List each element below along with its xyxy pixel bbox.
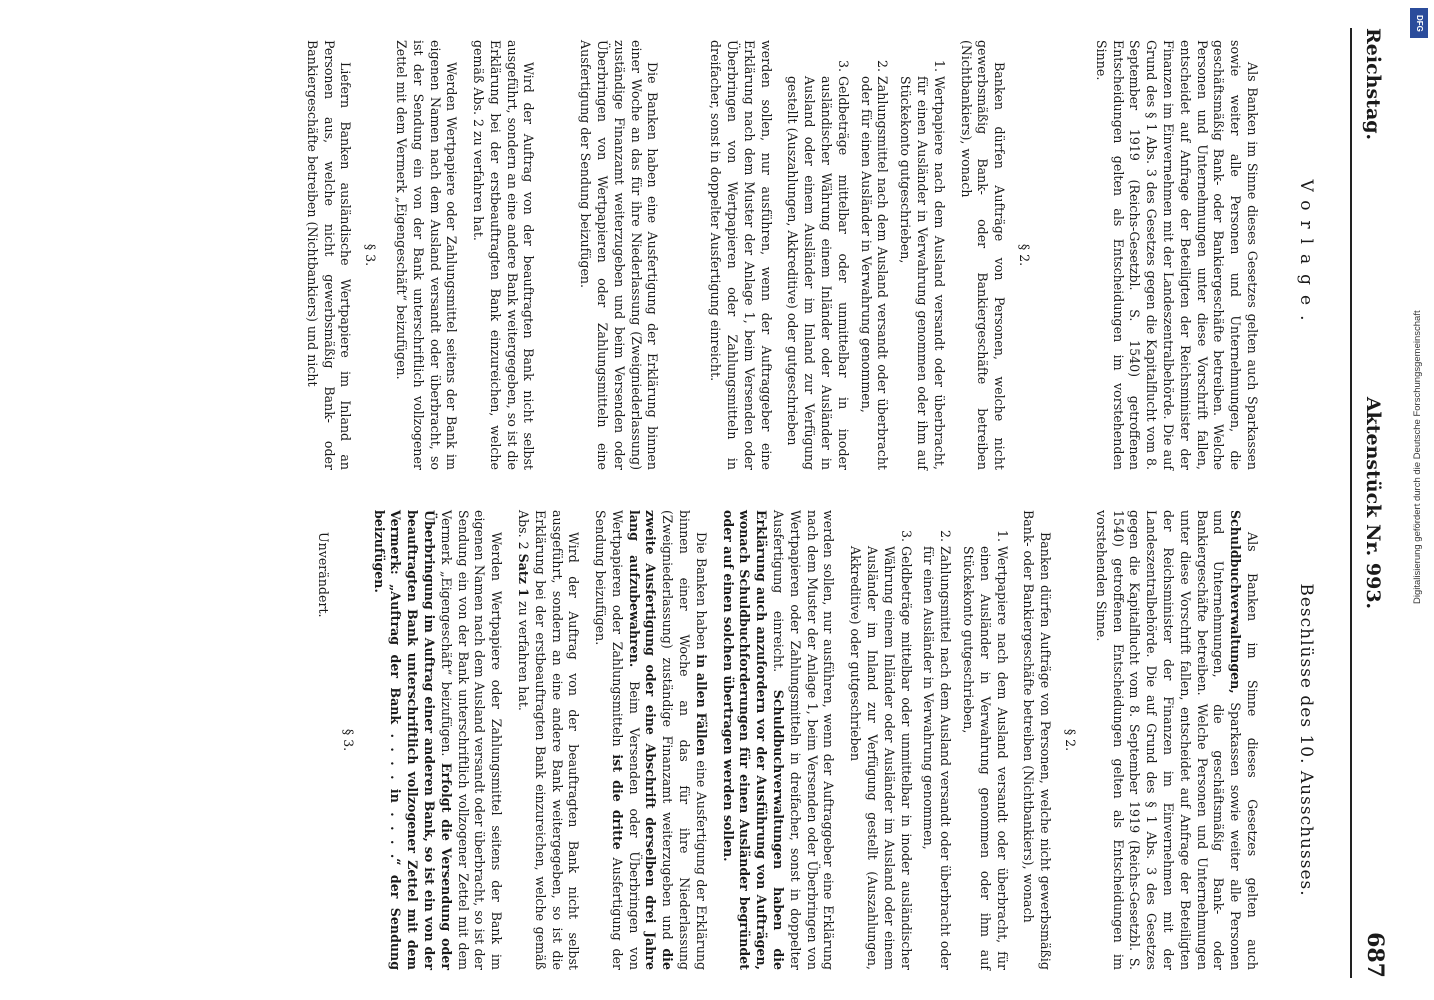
left-item-3: 3. Geldbeträge mittelbar oder unmittelbar in inoder ausländischer Währung einem Inländer oder Ausländer in Ausland oder einem Ausländer im Inland zur Verfügung gestellt (Auszahlungen, Akkreditive) oder gutgeschrieben (784, 76, 851, 470)
left-item-1: 1. Wertpapiere nach dem Ausland versandt oder überbracht, für einen Ausländer in Verwahrung genommen oder ihm auf Stückekonto gutgeschrieben, (896, 76, 946, 470)
dfg-logo: DFG (1410, 8, 1428, 38)
left-section-3-heading: § 3. (363, 243, 379, 267)
left-paragraph-1: Als Banken im Sinne dieses Gesetzes gelten auch Sparkassen sowie weiter alle Personen und Unternehmungen, die geschäftsmäßig Bank- oder Bankiergeschäfte betreiben. Welche Personen und Unternehmungen unter diese Vorschrift fallen, entscheidet auf Anfrage der Beteiligten der Reichsminister der Finanzen im Einvernehmen mit der Landeszentralbehörde. Die auf Grund des § 1 Abs. 3 des Gesetzes gegen die Kapitalflucht vom 8. September 1919 (Reichs-Gesetzbl. S. 1540) getroffenen Entscheidungen gelten als Entscheidungen im vorstehenden Sinne. (1093, 40, 1260, 470)
right-paragraph-7: Unverändert. (315, 532, 331, 618)
right-p6-bold: Erfolgt die Versendung oder Überbringung im Auftrag einer anderen Bank, so ist ein von der beauftragten Bank unterschriftlich vollzogener Zettel mit dem Vermerk: „Auftrag der Bank . . . . in . . . .“ der Sendung beizufügen. (371, 510, 454, 970)
right-p4-bold-b: die zweite Ausfertigung oder eine Abschrift derselben drei Jahre lang aufzubewahren. (626, 510, 676, 970)
header-reichstag: Reichstag. (1362, 28, 1384, 141)
header-aktenstueck: Aktenstück Nr. 993. (1362, 396, 1384, 610)
left-item-2: 2. Zahlungsmittel nach dem Ausland versandt oder überbracht oder für einen Ausländer in Verwahrung genommen, (857, 76, 891, 470)
right-section-2-heading: § 2. (1063, 728, 1079, 752)
right-item-list (846, 510, 1009, 970)
right-paragraph-4 (591, 510, 709, 970)
left-paragraph-3: werden sollen, nur ausführen, wenn der Auftraggeber eine Erklärung nach dem Muster der Anlage 1, beim Versenden oder Überbringen von Wertpapieren oder Zahlungsmitteln in dreifacher, sonst in doppelter Ausfertigung einreicht. (708, 40, 774, 470)
right-p1-text-b: Sparkassen sowie weiter alle Personen und Unternehmungen, die geschäftsmäßig Bank- oder Bankiergeschäfte betreiben. Welche Personen und Unternehmungen unter diese Vorschrift fallen, entscheidet auf Anfrage der Beteiligten der Reichsminister der Finanzen im Einvernehmen mit der Landeszentralbehörde. Die auf Grund des § 1 Abs. 3 des Gesetzes gegen die Kapitalflucht vom 8. September 1919 (Reichs-Gesetzbl. S. 1540) getroffenen Entscheidungen gelten als Entscheidungen im vorstehenden Sinne. (1093, 510, 1244, 970)
right-p1-text-a: Als Banken im Sinne dieses Gesetzes gelten auch (1245, 532, 1260, 970)
right-p4-text-b: eine Ausfertigung der Erklärung binnen einer Woche an das für ihre Niederlassung (Zweigniederlassung) zuständige Finanzamt weiterzugeben und (660, 510, 709, 971)
right-p6-text: Werden Wertpapiere oder Zahlungsmittel seitens der Bank im eigenen Namen nach dem Ausland versandt oder überbracht, so ist der Sendung ein von der Bank unterschriftlich vollzogener Zettel mit dem Vermerk „Eigengeschäft“ beizufügen. (438, 510, 505, 970)
right-p4-bold-c: ist die dritte (609, 754, 625, 850)
right-item-2: 2. Zahlungsmittel nach dem Ausland versandt oder überbracht oder für einen Ausländer in Verwahrung genommen, (920, 546, 954, 970)
right-p5-bold: Satz 1 (515, 553, 531, 598)
page-number: 687 (1362, 932, 1388, 978)
right-p4-bold-a: in allen Fällen (693, 654, 709, 756)
right-section-3-heading: § 3. (340, 728, 356, 752)
right-paragraph-5 (514, 510, 581, 970)
digitization-credit: Digitalisierung gefördert durch die Deutsche Forschungsgemeinschaft (1412, 310, 1423, 604)
right-p3-text: werden sollen, nur ausführen, wenn der Auftraggeber eine Erklärung nach dem Muster der Anlage 1, beim Versenden oder Überbringen von Wertpapieren oder Zahlungsmitteln in dreifacher, sonst in doppelter Ausfertigung einreicht. (771, 510, 837, 970)
left-section-2-heading: § 2. (1017, 243, 1033, 267)
right-p3-bold: Schuldbuchverwaltungen haben die Erklärung auch anzufordern vor der Ausführung von Aufträgen, wonach Schuldbuchforderungen für einen Ausländer begründet oder auf einen solchen übertragen werden sollen. (720, 510, 787, 970)
right-p5-text-b: zu verfahren hat. (515, 601, 531, 711)
left-paragraph-7: Liefern Banken ausländische Wertpapiere im Inland an Personen aus, welche nicht gewerbsmäßig Bank- oder Bankiergeschäfte betreiben (Nichtbankiers) und nicht (304, 40, 354, 470)
left-column-title: Vorlage. (1296, 179, 1316, 331)
right-paragraph-6 (370, 510, 504, 970)
right-p4-text-a: Die Banken haben (693, 532, 709, 650)
right-column-title: Beschlüsse des 10. Ausschusses. (1296, 583, 1316, 897)
right-p5-text-a: Wird der Auftrag von der beauftragten Bank nicht selbst ausgeführt, sondern an eine andere Bank weitergegeben, so ist die Erklärung bei der erstbeauftragten Bank einzureichen, welche gemäß Abs. 2 (515, 510, 582, 970)
right-paragraph-1 (1092, 510, 1260, 970)
right-column (304, 510, 1260, 970)
left-column (293, 40, 1260, 470)
left-paragraph-2: Banken dürfen Aufträge von Personen, welche nicht gewerbsmäßig Bank- oder Bankiergeschäfte betreiben (Nichtbankiers), wonach (958, 40, 1008, 470)
right-p4-text-d: Ausfertigung der Sendung beizufügen. (593, 510, 625, 970)
left-paragraph-5: Wird der Auftrag von der beauftragten Bank nicht selbst ausgeführt, sondern an eine andere Bank weitergegeben, so ist die Erklärung bei der erstbeauftragten Bank einzureichen, welche gemäß Abs. 2 zu verfahren hat. (471, 40, 537, 470)
right-paragraph-3 (719, 510, 837, 970)
document-page (20, 0, 1400, 1000)
right-item-1: 1. Wertpapiere nach dem Ausland versandt oder überbracht, für einen Ausländer in Verwahrung genommen oder ihm auf Stückekonto gutgeschrieben, (959, 546, 1009, 970)
digitization-note (1408, 8, 1430, 992)
right-p4-text-c: Beim Versenden oder Überbringen von Wertpapieren oder Zahlungsmitteln (609, 510, 642, 970)
left-item-list (784, 40, 947, 470)
page-header (1350, 28, 1392, 978)
left-paragraph-4: Die Banken haben eine Ausfertigung der Erklärung binnen einer Woche an das für ihre Niederlassung (Zweigniederlassung) zuständige Finanzamt weiterzugeben und beim Versenden oder Überbringen von Wertpapieren oder Zahlungsmitteln eine Ausfertigung der Sendung beizufügen. (578, 40, 661, 470)
right-paragraph-2: Banken dürfen Aufträge von Personen, welche nicht gewerbsmäßig Bank- oder Bankiergeschäfte betreiben (Nichtbankiers), wonach (1021, 510, 1054, 970)
right-item-3: 3. Geldbeträge mittelbar oder unmittelbar in inoder ausländischer Währung einem Inländer oder Ausländer im Ausland oder einem Ausländer im Inland zur Verfügung gestellt (Auszahlungen, Akkreditive) oder gutgeschrieben (846, 546, 913, 970)
right-p1-bold: Schuldbuchverwaltungen, (1228, 510, 1244, 694)
left-paragraph-6: Werden Wertpapiere oder Zahlungsmittel seitens der Bank im eigenen Namen nach dem Ausland versandt oder überbracht, so ist der Sendung ein von der Bank unterschriftlich vollzogener Zettel mit dem Vermerk „Eigengeschäft“ beizufügen. (393, 40, 460, 470)
